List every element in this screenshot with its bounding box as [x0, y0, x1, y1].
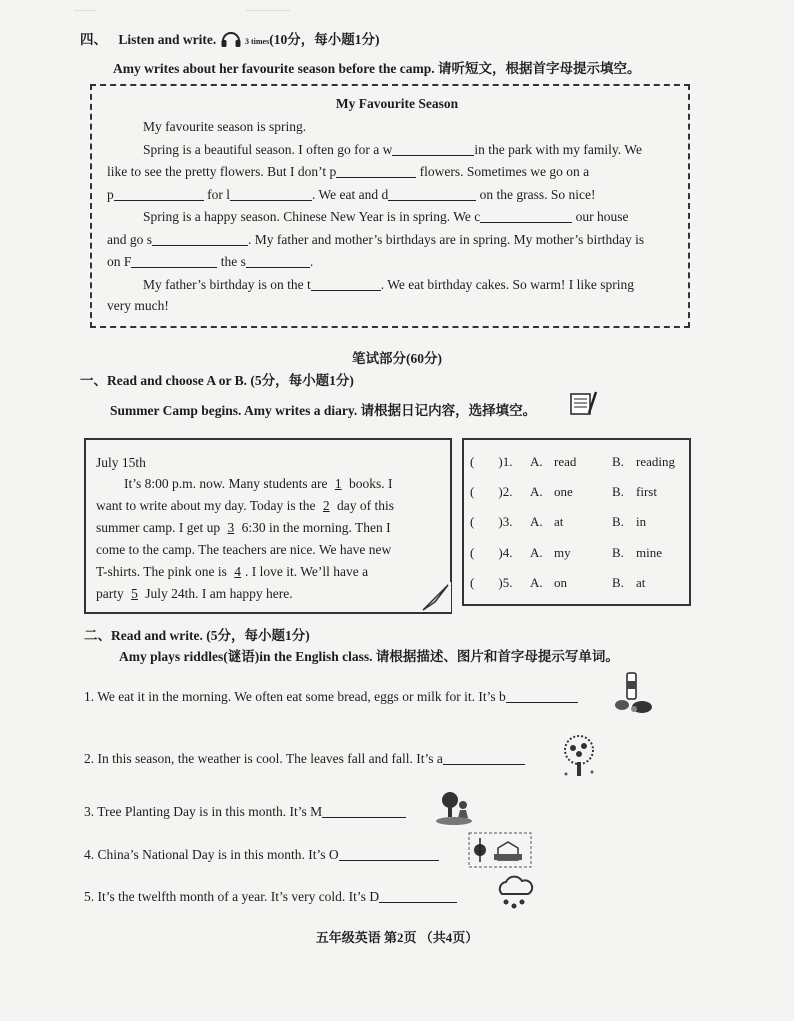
- top-mark-left: ____: [74, 0, 96, 12]
- section4-title: Listen and write.: [118, 32, 217, 47]
- passage-line-4: p for l . We eat and d on the grass. So nice!: [107, 187, 596, 202]
- riddle-2-blank[interactable]: [443, 750, 525, 765]
- diary-line-5: T-shirts. The pink one is 4 . I love it. We’ll have a: [96, 564, 369, 579]
- breakfast-icon: [614, 671, 654, 715]
- diary-date: July 15th: [96, 455, 146, 470]
- national-day-icon: [468, 830, 532, 870]
- blank-d[interactable]: [388, 186, 476, 201]
- choice-row-4[interactable]: ( )4. A. my B. mine: [470, 545, 662, 560]
- blank-w[interactable]: [392, 141, 474, 156]
- riddle-4: 4. China’s National Day is in this month. It’s O: [84, 846, 439, 863]
- tree-planting-icon: [434, 790, 474, 826]
- section2-number: 二、: [84, 628, 111, 643]
- choice-row-3[interactable]: ( )3. A. at B. in: [470, 514, 647, 529]
- diary-line-4: come to the camp. The teachers are nice. We have new: [96, 542, 392, 557]
- section2-instruction: Amy plays riddles(谜语)in the English class. 请根据描述、图片和首字母提示写单词。: [119, 649, 619, 664]
- riddle-3: 3. Tree Planting Day is in this month. It’s M: [84, 803, 406, 820]
- riddle-3-blank[interactable]: [322, 803, 406, 818]
- autumn-tree-icon: [558, 734, 600, 780]
- passage-line-6: and go s . My father and mother’s birthdays are in spring. My mother’s birthday is: [107, 232, 645, 247]
- blank-c[interactable]: [480, 208, 572, 223]
- blank-t[interactable]: [311, 276, 381, 291]
- passage-title: My Favourite Season: [335, 96, 459, 111]
- passage-line-2: Spring is a beautiful season. I often go for a w in the park with my family. We: [143, 142, 642, 157]
- passage-line-9: very much!: [107, 298, 169, 313]
- diary-line-1: It’s 8:00 p.m. now. Many students are 1 books. I: [124, 476, 393, 491]
- section1-header: [80, 369, 354, 389]
- section4-score: (10分，每小题1分): [269, 32, 380, 47]
- riddle-1-blank[interactable]: [506, 688, 578, 703]
- choice-row-1[interactable]: ( )1. A. read B. reading: [470, 454, 675, 469]
- passage-line-5: Spring is a happy season. Chinese New Year is in spring. We c our house: [143, 209, 629, 224]
- passage-line-1: My favourite season is spring.: [143, 119, 307, 134]
- riddle-5: 5. It’s the twelfth month of a year. It’s very cold. It’s D: [84, 888, 457, 905]
- section1-instruction: Summer Camp begins. Amy writes a diary. 请根据日记内容，选择填空。: [110, 403, 537, 418]
- written-part-title: 笔试部分(60分): [352, 351, 442, 366]
- section1-title: Read and choose A or B. (5分，每小题1分): [107, 373, 354, 388]
- riddle-5-blank[interactable]: [379, 888, 457, 903]
- diary-line-2: want to write about my day. Today is the 2 day of this: [96, 498, 395, 513]
- riddle-1: 1. We eat it in the morning. We often eat some bread, eggs or milk for it. It’s b: [84, 688, 578, 705]
- blank-p1[interactable]: [336, 163, 416, 178]
- headphones-icon: [220, 30, 242, 48]
- snow-cloud-icon: [494, 872, 534, 912]
- riddle-4-blank[interactable]: [339, 846, 439, 861]
- blank-s1[interactable]: [152, 231, 248, 246]
- section4-header: [80, 28, 379, 48]
- passage-line-3: like to see the pretty flowers. But I don’t p flowers. Sometimes we go on a: [107, 164, 590, 179]
- blank-p2[interactable]: [114, 186, 204, 201]
- times-label: 3 times: [245, 37, 270, 46]
- top-mark-right: ________: [246, 0, 290, 12]
- passage-line-7: on F the s .: [107, 254, 314, 269]
- section4-instruction: Amy writes about her favourite season before the camp. 请听短文，根据首字母提示填空。: [113, 61, 641, 76]
- diary-line-6: party 5 July 24th. I am happy here.: [96, 586, 293, 601]
- section1-number: 一、: [80, 373, 107, 388]
- blank-l[interactable]: [230, 186, 312, 201]
- diary-page-curl: [421, 582, 451, 612]
- notebook-icon: [568, 388, 598, 418]
- choice-row-2[interactable]: ( )2. A. one B. first: [470, 484, 657, 499]
- riddle-2: 2. In this season, the weather is cool. The leaves fall and fall. It’s a: [84, 750, 525, 767]
- section2-header: [84, 624, 310, 644]
- blank-f[interactable]: [131, 253, 217, 268]
- passage-line-8: My father’s birthday is on the t . We eat birthday cakes. So warm! I like spring: [143, 277, 634, 292]
- diary-line-3: summer camp. I get up 3 6:30 in the morning. Then I: [96, 520, 391, 535]
- blank-s2[interactable]: [246, 253, 310, 268]
- page-footer: 五年级英语 第2页 （共4页）: [315, 930, 479, 945]
- section2-title: Read and write. (5分，每小题1分): [111, 628, 310, 643]
- section4-number: 四、: [80, 32, 107, 47]
- choice-row-5[interactable]: ( )5. A. on B. at: [470, 575, 646, 590]
